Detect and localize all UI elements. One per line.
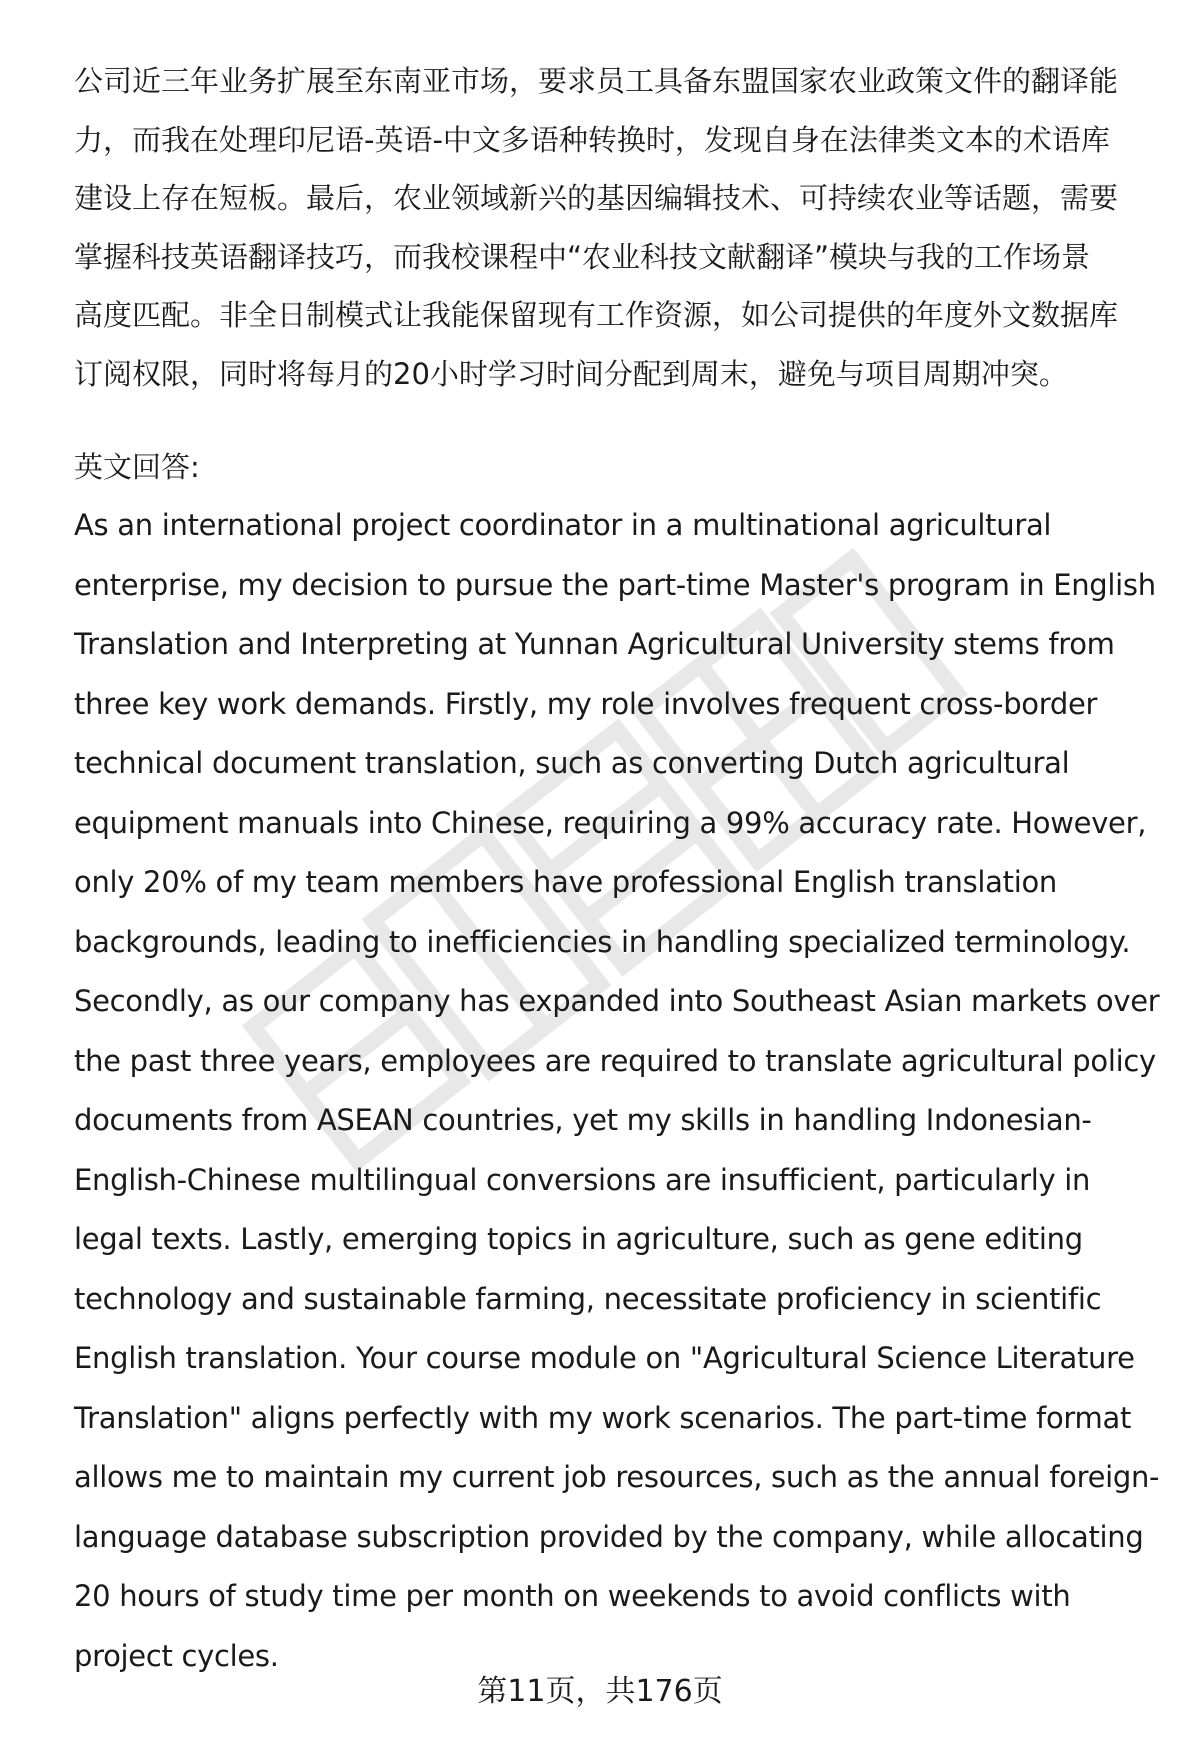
chinese-line: 公司近三年业务扩展至东南亚市场，要求员工具备东盟国家农业政策文件的翻译能 [74, 64, 1119, 98]
english-line: English translation. Your course module on "Agricultural Science Literature [74, 1341, 1135, 1375]
chinese-line: 建设上存在短板。最后，农业领域新兴的基因编辑技术、可持续农业等话题，需要 [74, 181, 1119, 215]
english-line: Translation and Interpreting at Yunnan Agricultural University stems from [74, 627, 1115, 661]
english-line: project cycles. [74, 1638, 279, 1673]
english-line: Secondly, as our company has expanded into Southeast Asian markets over [74, 984, 1160, 1018]
english-line: three key work demands. Firstly, my role involves frequent cross-border [74, 686, 1098, 721]
chinese-line: 订阅权限，同时将每月的20小时学习时间分配到周末，避免与项目周期冲突。 [74, 356, 1068, 391]
english-line: backgrounds, leading to inefficiencies in handling specialized terminology. [74, 924, 1131, 959]
english-line: legal texts. Lastly, emerging topics in agriculture, such as gene editing [74, 1222, 1083, 1256]
english-answer-text [74, 496, 1160, 1686]
english-line: allows me to maintain my current job resources, such as the annual foreign- [74, 1460, 1160, 1494]
chinese-line: 掌握科技英语翻译技巧，而我校课程中“农业科技文献翻译”模块与我的工作场景 [74, 239, 1091, 274]
english-line: the past three years, employees are required to translate agricultural policy [74, 1043, 1156, 1078]
english-line: only 20% of my team members have professional English translation [74, 865, 1057, 899]
chinese-line: 高度匹配。非全日制模式让我能保留现有工作资源，如公司提供的年度外文数据库 [74, 298, 1119, 332]
chinese-line: 力，而我在处理印尼语-英语-中文多语种转换时，发现自身在法律类文本的术语库 [74, 122, 1110, 157]
english-line: enterprise, my decision to pursue the part-time Master's program in English [74, 567, 1156, 602]
english-line: Translation" aligns perfectly with my work scenarios. The part-time format [74, 1400, 1132, 1435]
english-line: English-Chinese multilingual conversions are insufficient, particularly in [74, 1162, 1091, 1197]
english-line: equipment manuals into Chinese, requiring a 99% accuracy rate. However, [74, 805, 1147, 840]
english-line: language database subscription provided by the company, while allocating [74, 1519, 1144, 1554]
english-answer-heading: 英文回答: [74, 450, 200, 484]
english-line: 20 hours of study time per month on weekends to avoid conflicts with [74, 1579, 1071, 1613]
english-line: As an international project coordinator in a multinational agricultural [74, 508, 1052, 542]
chinese-answer-text [74, 52, 1134, 403]
page-number-footer: 第11页，共176页 [477, 1674, 723, 1709]
english-line: technical document translation, such as converting Dutch agricultural [74, 746, 1070, 780]
english-line: documents from ASEAN countries, yet my skills in handling Indonesian- [74, 1103, 1092, 1137]
english-line: technology and sustainable farming, necessitate proficiency in scientific [74, 1281, 1102, 1316]
